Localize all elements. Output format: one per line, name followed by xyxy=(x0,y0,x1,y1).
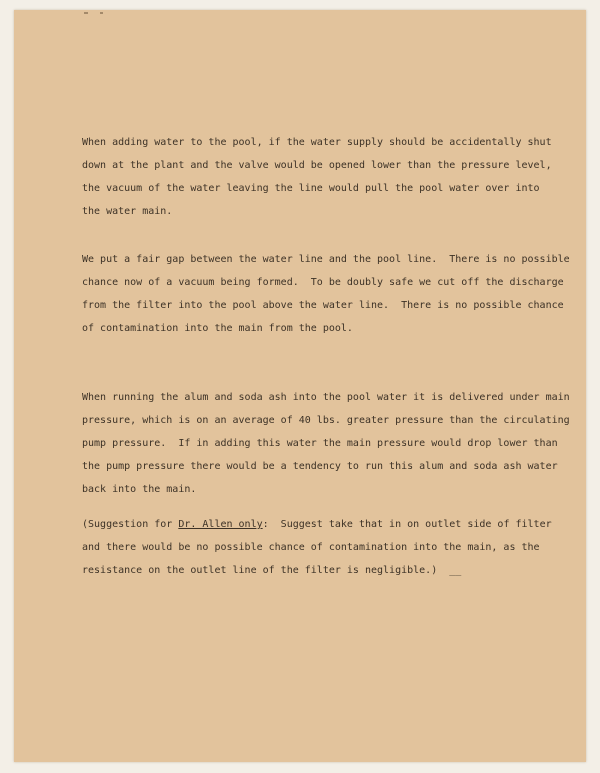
paper-mark xyxy=(84,12,88,14)
text-line: the pump pressure there would be a tendency to run this alum and soda ash water xyxy=(82,461,558,472)
note-recipient: Dr. Allen only xyxy=(178,519,263,530)
text-line: resistance on the outlet line of the filter is negligible.) __ xyxy=(82,565,462,576)
document-page xyxy=(14,10,586,762)
text-line: We put a fair gap between the water line and the pool line. There is no possible xyxy=(82,254,570,265)
suggestion-note xyxy=(82,513,562,582)
text-line: of contamination into the main from the pool. xyxy=(82,323,353,334)
text-line: back into the main. xyxy=(82,484,197,495)
paragraph-2 xyxy=(82,248,570,340)
paper-mark xyxy=(100,12,103,14)
text-line: When running the alum and soda ash into the pool water it is delivered under main xyxy=(82,392,570,403)
paragraph-3 xyxy=(82,386,570,501)
text-line: the vacuum of the water leaving the line would pull the pool water over into xyxy=(82,183,540,194)
note-prefix: (Suggestion for xyxy=(82,519,179,530)
note-text: : Suggest take that in on outlet side of filter xyxy=(262,519,552,530)
text-line: from the filter into the pool above the water line. There is no possible chance xyxy=(82,300,564,311)
text-line: pressure, which is on an average of 40 lbs. greater pressure than the circulating xyxy=(82,415,570,426)
text-line: and there would be no possible chance of contamination into the main, as the xyxy=(82,542,540,553)
text-line: the water main. xyxy=(82,206,173,217)
paragraph-1 xyxy=(82,131,562,223)
text-line xyxy=(82,513,562,536)
text-line: chance now of a vacuum being formed. To be doubly safe we cut off the discharge xyxy=(82,277,564,288)
text-line: pump pressure. If in adding this water the main pressure would drop lower than xyxy=(82,438,558,449)
text-line: When adding water to the pool, if the water supply should be accidentally shut xyxy=(82,137,552,148)
text-line: down at the plant and the valve would be opened lower than the pressure level, xyxy=(82,160,552,171)
